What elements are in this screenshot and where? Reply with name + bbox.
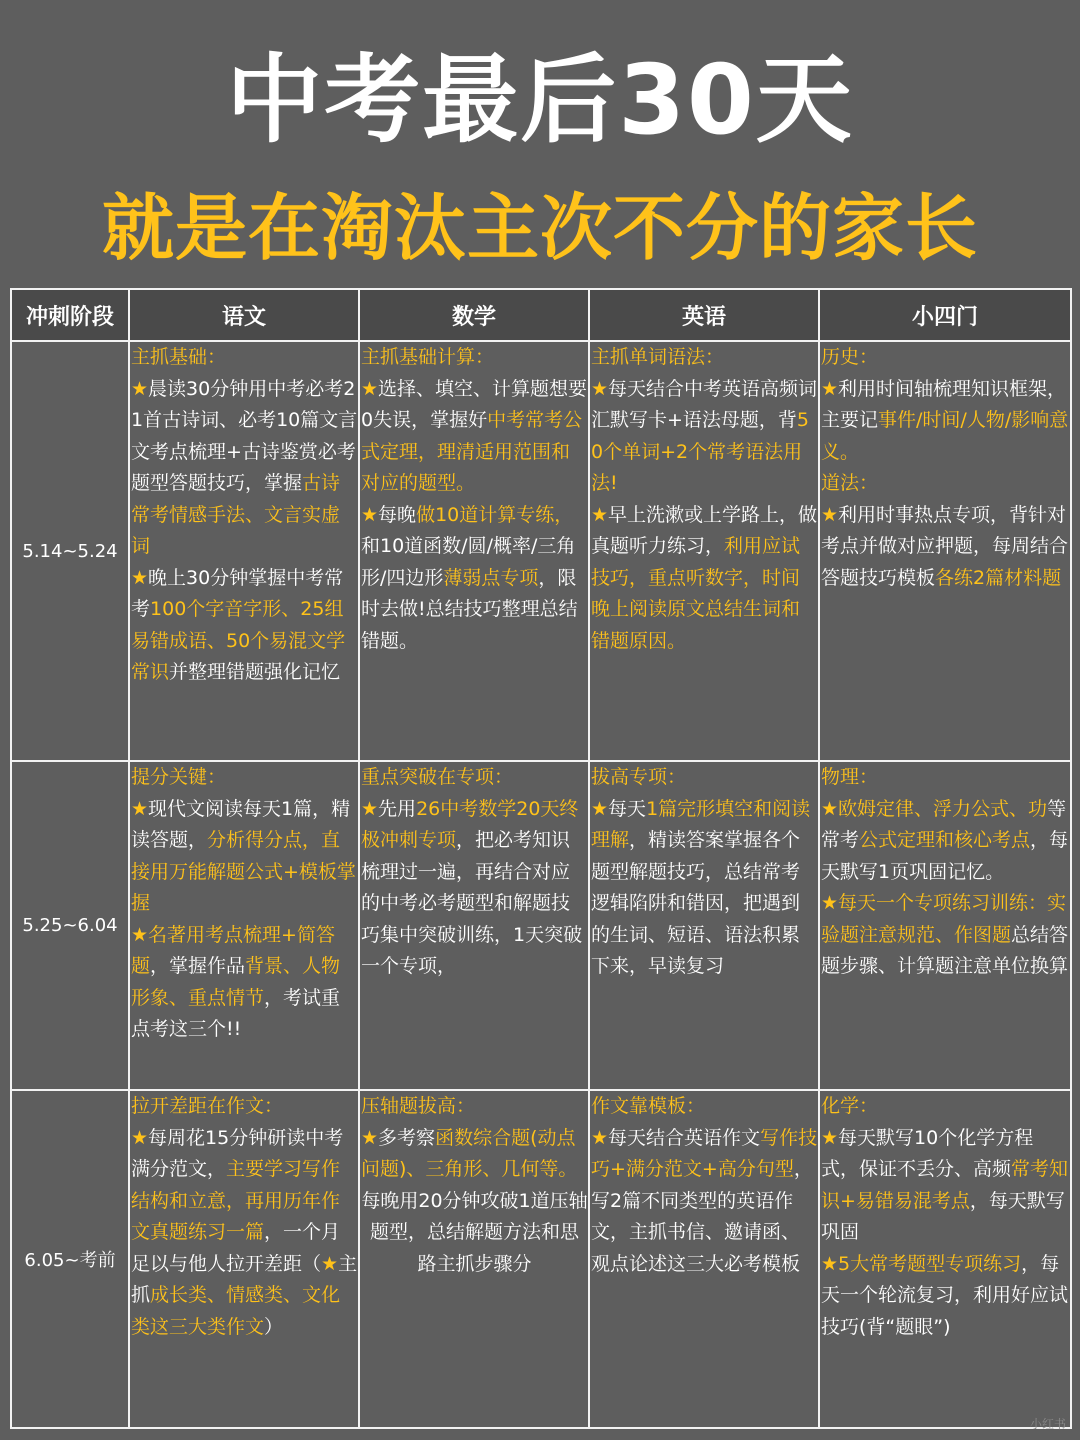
chinese-cell xyxy=(129,1090,359,1428)
math-cell xyxy=(359,761,589,1090)
cell-text: ，一个月足以与他人拉开差距（ xyxy=(131,1221,341,1275)
cell-text: 选择、填空、计算题想要0失误，掌握好 xyxy=(361,377,588,431)
cell-heading: 主抓基础： xyxy=(131,346,227,368)
cell-text: 每周花15分钟研读中考满分范文， xyxy=(131,1126,344,1180)
star-icon: ★ xyxy=(821,1126,839,1149)
cell-highlight: 成长类、情感类、文化类这三大类作文 xyxy=(131,1284,341,1338)
cell-text: ，考试重点考这三个!! xyxy=(131,986,341,1040)
cell-text: 主抓 xyxy=(131,1252,358,1306)
cell-text: 总结答题步骤、计算题注意单位换算 xyxy=(821,923,1069,977)
cell-highlight: 欧姆定律、浮力公式、功 xyxy=(838,797,1048,820)
cell-highlight: 写作技巧+满分范文+高分句型 xyxy=(591,1126,818,1180)
cell-heading: 拔高专项： xyxy=(591,766,687,788)
study-plan-table xyxy=(10,288,1072,1429)
table-row xyxy=(11,1090,1071,1428)
cell-text: 多考察 xyxy=(378,1126,436,1149)
table-row xyxy=(11,341,1071,761)
cell-highlight: 名著用考点梳理+简答题 xyxy=(131,923,335,977)
cell-heading: 主抓基础计算： xyxy=(361,346,495,368)
cell-heading: 历史： xyxy=(821,346,879,368)
cell-highlight: 常考知识+易错易混考点 xyxy=(821,1158,1069,1212)
math-cell xyxy=(359,341,589,761)
star-icon: ★ xyxy=(591,503,609,526)
header-english: 英语 xyxy=(589,289,819,341)
others-cell xyxy=(819,1090,1071,1428)
header-chinese: 语文 xyxy=(129,289,359,341)
star-icon: ★ xyxy=(361,1126,379,1149)
table-header-row xyxy=(11,289,1071,341)
page-title: 中考最后30天 xyxy=(226,44,854,156)
cell-text: 晨读30分钟用中考必考21首古诗词、必考10篇文言文考点梳理+古诗鉴赏必考题型答题技巧，掌握 xyxy=(131,377,358,494)
stage-cell: 5.14~5.24 xyxy=(11,341,129,761)
cell-heading: 作文靠模板： xyxy=(591,1095,706,1117)
star-icon: ★ xyxy=(131,377,149,400)
watermark: 小红书 xyxy=(1029,1417,1066,1431)
stage-cell: 5.25~6.04 xyxy=(11,761,129,1090)
cell-heading: 主抓单词语法： xyxy=(591,346,725,368)
star-icon: ★ xyxy=(591,377,609,400)
star-icon: ★ xyxy=(821,892,839,914)
cell-heading: 化学： xyxy=(821,1095,879,1117)
cell-text: 等常考 xyxy=(821,797,1067,851)
english-cell xyxy=(589,761,819,1090)
star-icon: ★ xyxy=(821,503,839,526)
cell-heading: 物理： xyxy=(821,766,879,788)
cell-text: ） xyxy=(264,1315,284,1338)
cell-text: ，精读答案掌握各个题型解题技巧，总结常考逻辑陷阱和错因，把遇到的生词、短语、语法积累下来，早读复习 xyxy=(591,829,801,977)
cell-highlight: 26中考数学20天终极冲刺专项 xyxy=(361,797,579,851)
cell-highlight: 公式定理和核心考点 xyxy=(859,829,1031,851)
header-stage: 冲刺阶段 xyxy=(11,289,129,341)
cell-text: 先用 xyxy=(378,797,417,820)
cell-text: 晚上30分钟掌握中考常考 xyxy=(131,566,344,620)
cell-text: ，写2篇不同类型的英语作文，主抓书信、邀请函、观点论述这三大必考模板 xyxy=(591,1158,813,1275)
cell-text: 现代文阅读每天1篇，精读答题， xyxy=(131,797,351,851)
cell-text: 每天结合中考英语高频词汇默写卡+语法母题，背 xyxy=(591,377,818,431)
header-others: 小四门 xyxy=(819,289,1071,341)
star-icon: ★ xyxy=(131,797,149,820)
chinese-cell xyxy=(129,341,359,761)
star-icon: ★ xyxy=(361,797,379,820)
cell-heading: 拉开差距在作文： xyxy=(131,1095,284,1117)
star-icon: ★ xyxy=(361,503,379,526)
star-icon: ★ xyxy=(131,1126,149,1149)
cell-highlight: 各练2篇材料题 xyxy=(935,566,1062,589)
cell-text: 并整理错题强化记忆 xyxy=(169,661,341,683)
cell-heading: 重点突破在专项： xyxy=(361,766,514,788)
cell-heading: 压轴题拔高： xyxy=(361,1095,476,1117)
star-icon: ★ xyxy=(591,797,609,820)
cell-text: 和10道函数/圆/概率/三角形/四边形 xyxy=(361,535,576,589)
cell-highlight: 主要学习写作结构和立意，再用历年作文真题练习一篇 xyxy=(131,1158,341,1243)
cell-highlight: 薄弱点专项 xyxy=(443,566,539,589)
star-icon: ★ xyxy=(821,797,839,820)
table-row xyxy=(11,761,1071,1090)
math-cell xyxy=(359,1090,589,1428)
cell-heading: 提分关键： xyxy=(131,766,227,788)
cell-text: ，把必考知识梳理过一遍，再结合对应的中考必考题型和解题技巧集中突破训练，1天突破一个专项， xyxy=(361,829,583,977)
star-icon: ★ xyxy=(821,1252,839,1275)
cell-text: ，每天默写巩固 xyxy=(821,1189,1065,1243)
cell-heading: 道法： xyxy=(821,472,879,494)
cell-highlight: 古诗常考情感手法、文言实虚词 xyxy=(131,472,341,557)
header-math: 数学 xyxy=(359,289,589,341)
cell-highlight: 函数综合题(动点问题)、三角形、几何等。 xyxy=(361,1126,578,1180)
star-icon: ★ xyxy=(131,923,149,946)
star-icon: ★ xyxy=(361,377,379,400)
cell-text: 每天 xyxy=(608,797,647,820)
stage-cell: 6.05~考前 xyxy=(11,1090,129,1428)
cell-text: 利用时事热点专项，背针对考点并做对应押题，每周结合答题技巧模板 xyxy=(821,503,1069,589)
cell-highlight: 事件/时间/人物/影响意义。 xyxy=(821,409,1069,463)
others-cell xyxy=(819,341,1071,761)
cell-text: 每天默写10个化学方程式，保证不丢分、高频 xyxy=(821,1126,1034,1180)
cell-highlight: 每天一个专项练习训练：实验题注意规范、作图题 xyxy=(821,892,1067,946)
page-subtitle: 就是在淘汰主次不分的家长 xyxy=(101,186,978,270)
chinese-cell xyxy=(129,761,359,1090)
star-icon: ★ xyxy=(591,1126,609,1149)
cell-highlight: 中考常考公式定理，理清适用范围和对应的题型。 xyxy=(361,409,583,494)
cell-highlight: 1篇完形填空和阅读理解 xyxy=(591,797,811,851)
star-icon: ★ xyxy=(131,566,149,589)
cell-highlight: 50个单词+2个常考语法用法! xyxy=(591,409,810,494)
cell-text: ，限时去做!总结技巧整理总结错题。 xyxy=(361,566,578,652)
cell-highlight: 5大常考题型专项练习 xyxy=(838,1252,1022,1275)
cell-highlight: 做10道计算专练， xyxy=(416,503,574,526)
star-icon: ★ xyxy=(821,377,839,400)
cell-text: 每晚用20分钟攻破1道压轴题型，总结解题方法和思路主抓步骤分 xyxy=(361,1189,588,1275)
cell-highlight: 分析得分点，直接用万能解题公式+模板掌握 xyxy=(131,829,356,914)
english-cell xyxy=(589,1090,819,1428)
others-cell xyxy=(819,761,1071,1090)
star-icon: ★ xyxy=(321,1252,339,1275)
cell-text: ，每天一个轮流复习，利用好应试技巧(背“题眼”) xyxy=(821,1252,1069,1338)
english-cell xyxy=(589,341,819,761)
cell-text: 每天结合英语作文 xyxy=(608,1126,761,1149)
cell-highlight: 利用应试技巧，重点听数字，时间晚上阅读原文总结生词和错题原因。 xyxy=(591,535,801,652)
cell-text: ，掌握作品 xyxy=(150,955,246,977)
cell-text: 利用时间轴梳理知识框架，主要记 xyxy=(821,377,1067,431)
cell-highlight: 背景、人物形象、重点情节 xyxy=(131,955,341,1009)
cell-highlight: 100个字音字形、25组易错成语、50个易混文学常识 xyxy=(131,598,346,683)
cell-text: 早上洗漱或上学路上，做真题听力练习， xyxy=(591,503,818,557)
cell-text: 每晚 xyxy=(378,503,417,526)
cell-text: ，每天默写1页巩固记忆。 xyxy=(821,829,1069,883)
